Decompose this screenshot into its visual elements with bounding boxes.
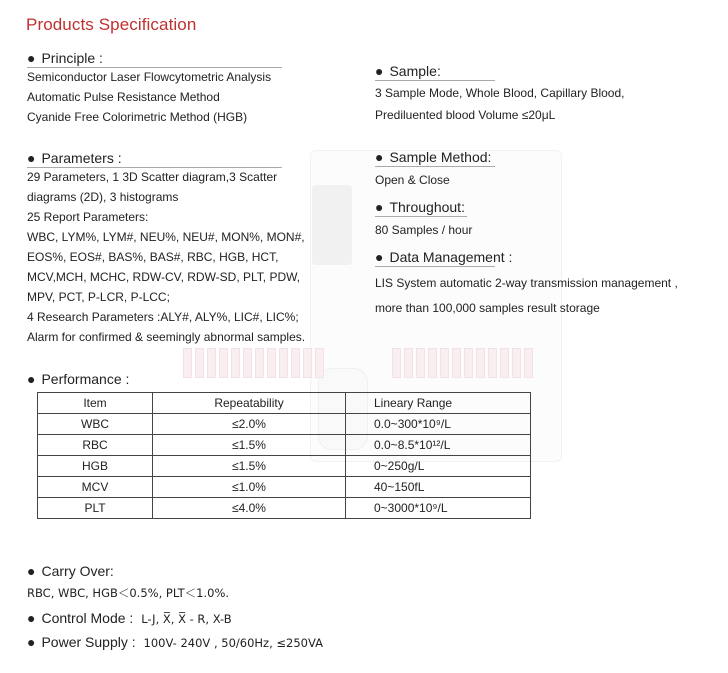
- table-row: MCV ≤1.0% 40~150fL: [38, 477, 531, 498]
- analyzer-door: [312, 185, 352, 265]
- bullet-icon: ●: [375, 199, 384, 215]
- principle-text: Semiconductor Laser Flowcytometric Analysis Automatic Pulse Resistance Method Cyanide Free Colorimetric Method (HGB): [27, 70, 272, 124]
- table-row: WBC ≤2.0% 0.0~300*10⁹/L: [38, 414, 531, 435]
- carry-over-value: RBC, WBC, HGB＜0.5%, PLT＜1.0%.: [27, 586, 230, 600]
- sample-heading: ● Sample:: [375, 63, 441, 79]
- table-header-row: [38, 393, 531, 414]
- sample-underline: [375, 80, 495, 81]
- table-row: PLT ≤4.0% 0~3000*10⁹/L: [38, 498, 531, 519]
- parameters-text: 29 Parameters, 1 3D Scatter diagram,3 Scatter diagrams (2D), 3 histograms 25 Report Parameters: WBC, LYM%, LYM#, NEU%, NEU#, MON%, MON#, EOS%, EOS#, BAS%, BAS#, RBC, HGB, HCT, MCV,MCH, MCHC, RDW-CV, RDW-SD, PLT, PDW, MPV, PCT, P-LCR, P-LCC; 4 Research Parameters :ALY#, ALY%, LIC#, LIC%; Alarm for confirmed & seemingly abnormal samples.: [27, 170, 306, 344]
- table-row: RBC ≤1.5% 0.0~8.5*10¹²/L: [38, 435, 531, 456]
- performance-table: [37, 392, 531, 519]
- throughout-underline: [375, 216, 467, 217]
- power-supply-value: 100V- 240V , 50/60Hz, ≤250VA: [143, 636, 323, 650]
- control-mode-value: L-J, X̅, X̅ - R, X-B: [141, 612, 232, 626]
- bullet-icon: ●: [27, 563, 36, 579]
- bullet-icon: ●: [375, 149, 384, 165]
- table-row: HGB ≤1.5% 0~250g/L: [38, 456, 531, 477]
- column-header-lineary-range: Lineary Range: [346, 393, 531, 414]
- page-title: Products Specification: [26, 15, 197, 34]
- tube-rack-left: [183, 348, 324, 376]
- data-management-underline: [375, 266, 495, 267]
- bullet-icon: ●: [27, 610, 36, 626]
- control-mode-heading: Control Mode :: [41, 610, 134, 626]
- sample-text: 3 Sample Mode, Whole Blood, Capillary Blood, Prediluented blood Volume ≤20μL: [375, 86, 625, 122]
- throughout-value: 80 Samples / hour: [375, 223, 473, 237]
- data-management-text: LIS System automatic 2-way transmission management , more than 100,000 samples result storage: [375, 276, 678, 315]
- sample-method-underline: [375, 166, 495, 167]
- bullet-icon: ●: [27, 150, 36, 166]
- bullet-icon: ●: [375, 63, 384, 79]
- parameters-heading: ● Parameters :: [27, 150, 122, 166]
- bullet-icon: ●: [27, 371, 36, 387]
- column-header-item: Item: [38, 393, 153, 414]
- sample-method-value: Open & Close: [375, 173, 450, 187]
- control-mode-row: [27, 610, 232, 626]
- bullet-icon: ●: [27, 50, 36, 66]
- throughout-heading: ● Throughout:: [375, 199, 465, 215]
- data-management-heading: ● Data Management :: [375, 249, 513, 265]
- column-header-repeatability: Repeatability: [153, 393, 346, 414]
- carry-over-heading: ● Carry Over:: [27, 563, 114, 579]
- performance-heading: ● Performance :: [27, 371, 130, 387]
- bullet-icon: ●: [375, 249, 384, 265]
- tube-rack-right: [392, 348, 533, 376]
- bullet-icon: ●: [27, 634, 36, 650]
- sample-method-heading: ● Sample Method:: [375, 149, 492, 165]
- power-supply-heading: Power Supply :: [41, 634, 136, 650]
- principle-heading: ● Principle :: [27, 50, 103, 66]
- power-supply-row: [27, 634, 323, 650]
